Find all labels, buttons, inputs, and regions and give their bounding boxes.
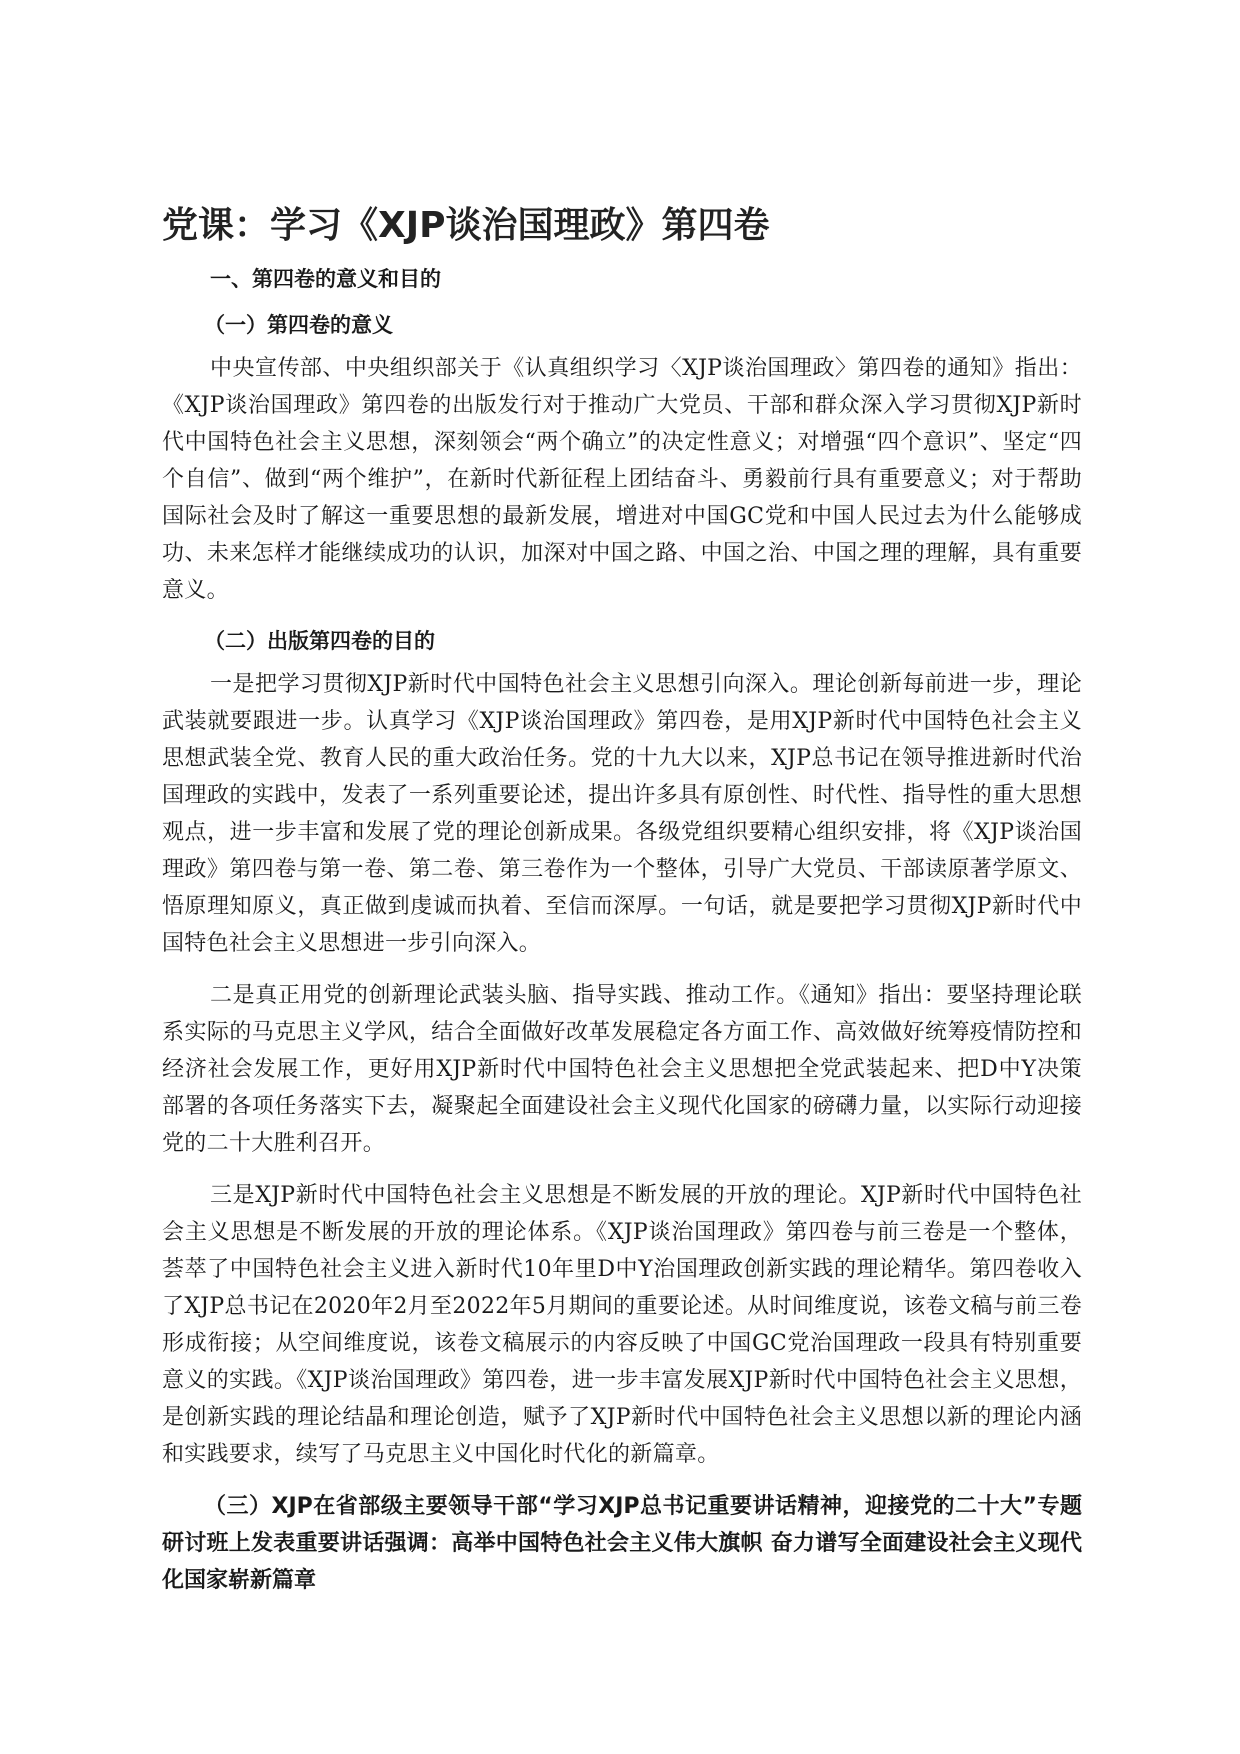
paragraph-purpose-1: 一是把学习贯彻XJP新时代中国特色社会主义思想引向深入。理论创新每前进一步，理论武装就要跟进一步。认真学习《XJP谈治国理政》第四卷，是用XJP新时代中国特色社会主义思想武装全党、教育人民的重大政治任务。党的十九大以来，XJP总书记在领导推进新时代治国理政的实践中，发表了一系列重要论述，提出许多具有原创性、时代性、指导性的重大思想观点，进一步丰富和发展了党的理论创新成果。各级党组织要精心组织安排，将《XJP谈治国理政》第四卷与第一卷、第二卷、第三卷作为一个整体，引导广大党员、干部读原著学原文、悟原理知原义，真正做到虔诚而执着、至信而深厚。一句话，就是要把学习贯彻XJP新时代中国特色社会主义思想进一步引向深入。 bbox=[162, 672, 1082, 956]
paragraph-significance: 中央宣传部、中央组织部关于《认真组织学习〈XJP谈治国理政〉第四卷的通知》指出：《XJP谈治国理政》第四卷的出版发行对于推动广大党员、干部和群众深入学习贯彻XJP新时代中国特色社会主义思想，深刻领会“两个确立”的决定性意义；对增强“四个意识”、坚定“四个自信”、做到“两个维护”，在新时代新征程上团结奋斗、勇毅前行具有重要意义；对于帮助国际社会及时了解这一重要思想的最新发展，增进对中国GC党和中国人民过去为什么能够成功、未来怎样才能继续成功的认识，加深对中国之路、中国之治、中国之理的理解，具有重要意义。 bbox=[162, 356, 1082, 603]
subsection-heading-1: （一）第四卷的意义 bbox=[204, 313, 393, 337]
subsection-heading-2: （二）出版第四卷的目的 bbox=[204, 629, 435, 653]
paragraph-purpose-2: 二是真正用党的创新理论武装头脑、指导实践、推动工作。《通知》指出：要坚持理论联系实际的马克思主义学风，结合全面做好改革发展稳定各方面工作、高效做好统筹疫情防控和经济社会发展工作，更好用XJP新时代中国特色社会主义思想把全党武装起来、把D中Y决策部署的各项任务落实下去，凝聚起全面建设社会主义现代化国家的磅礴力量，以实际行动迎接党的二十大胜利召开。 bbox=[162, 983, 1082, 1156]
document-page bbox=[162, 200, 1082, 1599]
section-heading-1: 一、第四卷的意义和目的 bbox=[210, 267, 441, 291]
document-title: 党课：学习《XJP谈治国理政》第四卷 bbox=[162, 205, 770, 246]
subsection-heading-3: （三）XJP在省部级主要领导干部“学习XJP总书记重要讲话精神，迎接党的二十大”专题研讨班上发表重要讲话强调：高举中国特色社会主义伟大旗帜 奋力谱写全面建设社会主义现代化国家崭新篇章 bbox=[162, 1494, 1082, 1593]
paragraph-purpose-3: 三是XJP新时代中国特色社会主义思想是不断发展的开放的理论。XJP新时代中国特色社会主义思想是不断发展的开放的理论体系。《XJP谈治国理政》第四卷与前三卷是一个整体，荟萃了中国特色社会主义进入新时代10年里D中Y治国理政创新实践的理论精华。第四卷收入了XJP总书记在2020年2月至2022年5月期间的重要论述。从时间维度说，该卷文稿与前三卷形成衔接；从空间维度说，该卷文稿展示的内容反映了中国GC党治国理政一段具有特别重要意义的实践。《XJP谈治国理政》第四卷，进一步丰富发展XJP新时代中国特色社会主义思想，是创新实践的理论结晶和理论创造，赋予了XJP新时代中国特色社会主义思想以新的理论内涵和实践要求，续写了马克思主义中国化时代化的新篇章。 bbox=[162, 1183, 1082, 1467]
